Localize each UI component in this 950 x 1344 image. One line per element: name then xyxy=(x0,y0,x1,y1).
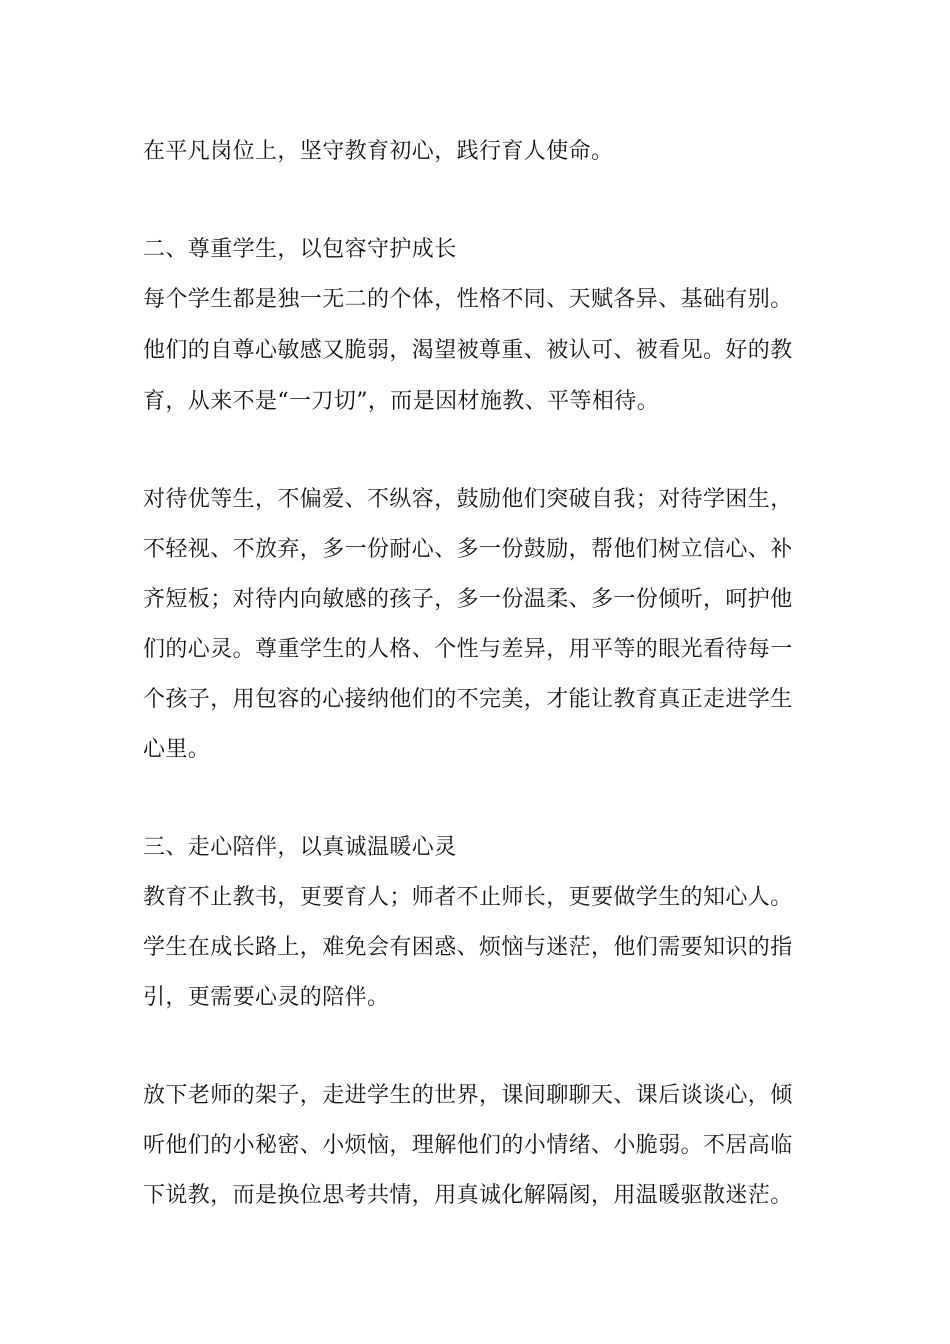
paragraph-line: 在平凡岗位上，坚守教育初心，践行育人使命。 xyxy=(143,139,614,164)
section-heading: 二、尊重学生，以包容守护成长 xyxy=(143,237,457,262)
paragraph-line: 们的心灵。尊重学生的人格、个性与差异，用平等的眼光看待每一 xyxy=(143,637,793,662)
paragraph-line: 引，更需要心灵的陪伴。 xyxy=(143,985,390,1010)
paragraph-line: 个孩子，用包容的心接纳他们的不完美，才能让教育真正走进学生 xyxy=(143,687,793,712)
paragraph-line: 下说教，而是换位思考共情，用真诚化解隔阂，用温暖驱散迷茫。 xyxy=(143,1183,793,1208)
paragraph-line: 听他们的小秘密、小烦恼，理解他们的小情绪、小脆弱。不居高临 xyxy=(143,1133,793,1158)
paragraph-line: 心里。 xyxy=(143,737,211,762)
paragraph-line: 育，从来不是“一刀切”，而是因材施教、平等相待。 xyxy=(143,389,660,414)
paragraph-line: 学生在成长路上，难免会有困惑、烦恼与迷茫，他们需要知识的指 xyxy=(143,935,793,960)
paragraph-line: 教育不止教书，更要育人；师者不止师长，更要做学生的知心人。 xyxy=(143,885,793,910)
paragraph-line: 放下老师的架子，走进学生的世界，课间聊聊天、课后谈谈心，倾 xyxy=(143,1083,793,1108)
section-heading: 三、走心陪伴，以真诚温暖心灵 xyxy=(143,835,457,860)
paragraph-line: 每个学生都是独一无二的个体，性格不同、天赋各异、基础有别。 xyxy=(143,287,793,312)
paragraph-line: 齐短板；对待内向敏感的孩子，多一份温柔、多一份倾听，呵护他 xyxy=(143,587,793,612)
paragraph-line: 他们的自尊心敏感又脆弱，渴望被尊重、被认可、被看见。好的教 xyxy=(143,338,793,363)
paragraph-line: 不轻视、不放弃，多一份耐心、多一份鼓励，帮他们树立信心、补 xyxy=(143,537,793,562)
paragraph-line: 对待优等生，不偏爱、不纵容，鼓励他们突破自我；对待学困生， xyxy=(143,487,793,512)
